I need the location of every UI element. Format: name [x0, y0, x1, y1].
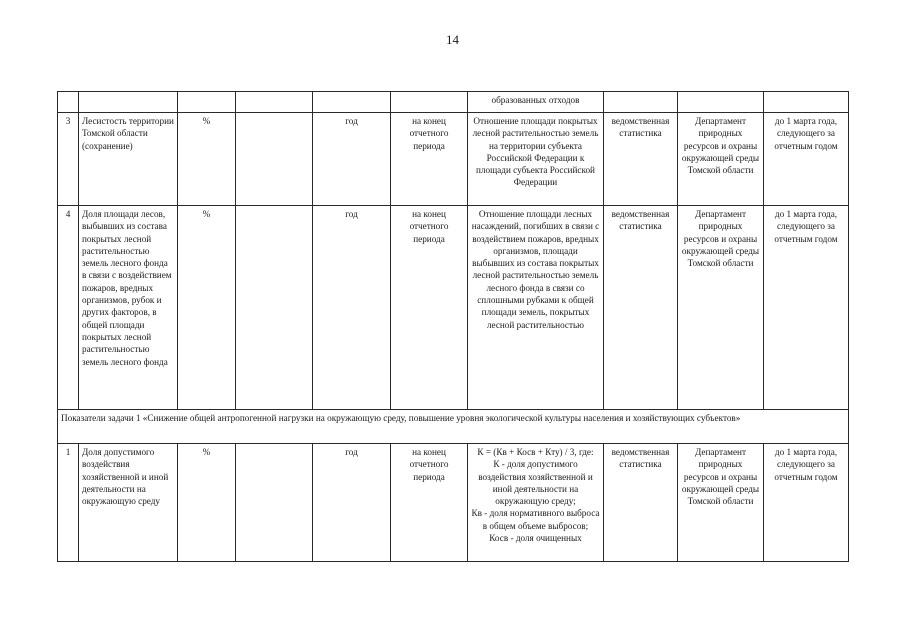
indicator-name-cell: Доля допустимого воздействия хозяйственной и иной деятельности на окружающую среду: [79, 444, 178, 562]
unit-cell: %: [178, 113, 236, 206]
deadline-cell: до 1 марта года, следующего за отчетным годом: [764, 113, 849, 206]
formula-cell: Отношение площади покрытых лесной растительностью земель на территории субъекта Российской Федерации к площади субъекта Российской Федерации: [468, 113, 604, 206]
formula-cell: Отношение площади лесных насаждений, погибших в связи с воздействием пожаров, вредных организмов, площади выбывших из состава покрытых лесной растительностью земель лесного фонда в связи со сплошными рубками к общей площади земель, покрытых лесной растительностью: [468, 206, 604, 410]
indicator-name-cell: Лесистость территории Томской области (сохранение): [79, 113, 178, 206]
page-number: 14: [446, 32, 459, 47]
table-row: [58, 113, 849, 206]
row-number-cell: 3: [58, 113, 79, 206]
period-cell: на конец отчетного периода: [391, 113, 468, 206]
deadline-cell: до 1 марта года, следующего за отчетным годом: [764, 444, 849, 562]
frequency-cell: год: [313, 113, 391, 206]
frequency-cell: год: [313, 444, 391, 562]
period-cell: на конец отчетного периода: [391, 444, 468, 562]
source-cell: ведомственная статистика: [604, 113, 678, 206]
formula-cell: [468, 444, 604, 562]
formula-line: Косв - доля очищенных: [489, 533, 582, 544]
deadline-cell: до 1 марта года, следующего за отчетным годом: [764, 206, 849, 410]
row-number-cell: 1: [58, 444, 79, 562]
table-row: [58, 206, 849, 410]
formula-line: К - доля допустимого воздействия хозяйственной и иной деятельности на окружающую среду;: [478, 459, 593, 507]
indicators-table: [57, 91, 849, 562]
frequency-cell: год: [313, 206, 391, 410]
row-number-cell: 4: [58, 206, 79, 410]
task-header-cell: Показатели задачи 1 «Снижение общей антропогенной нагрузки на окружающую среду, повышение уровня экологической культуры населения и хозяйствующих субъектов»: [58, 410, 849, 444]
responsible-cell: Департамент природных ресурсов и охраны окружающей среды Томской области: [678, 113, 764, 206]
continuation-row: [58, 92, 849, 113]
period-cell: на конец отчетного периода: [391, 206, 468, 410]
responsible-cell: Департамент природных ресурсов и охраны окружающей среды Томской области: [678, 444, 764, 562]
source-cell: ведомственная статистика: [604, 444, 678, 562]
formula-line: Кв - доля нормативного выброса в общем объеме выбросов;: [471, 508, 600, 531]
continuation-formula-cell: образованных отходов: [468, 92, 604, 113]
unit-cell: %: [178, 444, 236, 562]
responsible-cell: Департамент природных ресурсов и охраны окружающей среды Томской области: [678, 206, 764, 410]
source-cell: ведомственная статистика: [604, 206, 678, 410]
task-header-row: [58, 410, 849, 444]
table-row: [58, 444, 849, 562]
formula-line: К = (Кв + Косв + Кту) / 3, где:: [477, 447, 594, 457]
indicator-name-cell: Доля площади лесов, выбывших из состава покрытых лесной растительностью земель лесного фонда в связи с воздействием пожаров, вредных организмов, рубок и других факторов, в общей площади покрытых лесной растительностью земель лесного фонда: [79, 206, 178, 410]
unit-cell: %: [178, 206, 236, 410]
